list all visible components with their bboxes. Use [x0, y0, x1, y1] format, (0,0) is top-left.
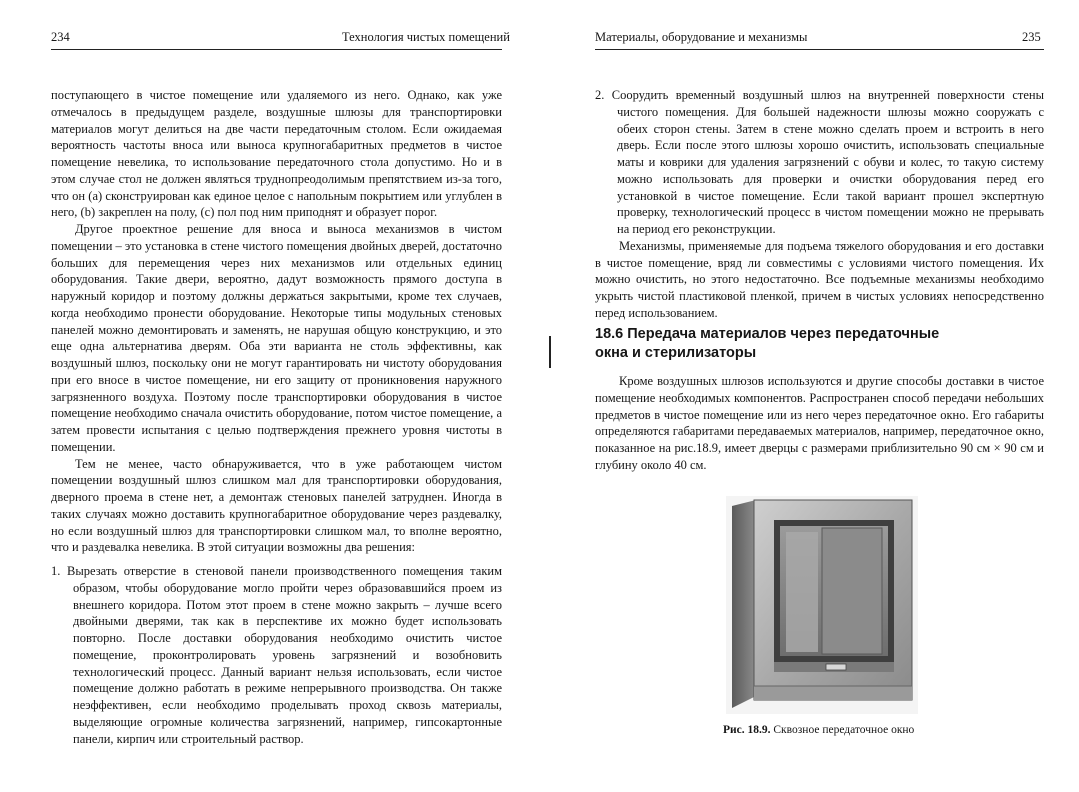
running-header: Материалы, оборудование и механизмы — [595, 30, 808, 44]
list-item: 1. Вырезать отверстие в стеновой панели производственного помещения таким образом, чтобы оборудование могло пройти через образовавшийся проем из внешнего коридора. Потом этот проем в стене можно закрыть – лучше всего двойными дверями, так как в перспективе их можно будет использовать повторно. После доставки оборудования необходимо очистить чистое помещение, проконтролировать уровень загрязнений и возобновить технологический процесс. Данный вариант нельзя использовать, если чистое помещение должно работать в режиме непрерывного производства. Он также неэффективен, если необходимо проделывать проход сквозь материалы, выделяющие огромные количества загрязнений, например, гипсокартонные панели, кирпич или строительный раствор. — [51, 564, 502, 746]
header-rule — [51, 49, 502, 50]
figure-caption-label: Рис. 18.9. — [723, 724, 771, 736]
paragraph: Механизмы, применяемые для подъема тяжелого оборудования и его доставки в чистое помещение, вряд ли совместимы с условиями чистого помещения. Их можно очистить, но этого недостаточно. Все подъемные механизмы необходимо укрыть чистой пластиковой пленкой, причем в чистых условиях непосредственно перед использованием. — [595, 238, 1044, 320]
paragraph: Тем не менее, часто обнаруживается, что в уже работающем чистом помещении воздушный шлюз слишком мал для транспортировки оборудования, дверного проема в стене нет, а демонтаж стеновых панелей затруднен. Иногда в таких случаях можно доставить крупногабаритное оборудование через раздевалку, но если воздушный шлюз для транспортировки слишком мал, то вполне вероятно, что и раздевалка невелика. В этой ситуации возможны два решения: — [51, 456, 502, 555]
section-heading-line: окна и стерилизаторы — [595, 345, 757, 361]
paragraph: Другое проектное решение для вноса и выноса механизмов в чистом помещении – это установка в стене чистого помещения двойных дверей, достаточно больших для перемещения через них механизмов или отдельных единиц оборудования. Такие двери, вероятно, дадут возможность прямого доступа в наружный коридор и поэтому должны держаться закрытыми, кроме тех случаев, когда необходимо пронести оборудование. Некоторые типы модульных стеновых панелей можно демонтировать и заменять, не нарушая общую конструкцию, и это еще одна альтернатива дверям. Оба эти варианта не столь эффективны, как воздушный шлюз, поскольку они не могут гарантировать ни чистоту оборудования при его вносе в чистое помещение, ни его защиту от проникновения наружного загрязненного воздуха. Поэтому после транспортировки оборудования в чистое помещение необходимо сначала очистить оборудование, потом чистое помещение, а затем провести испытания с целью подтверждения прежнего уровня чистоты в помещении. — [51, 222, 502, 454]
header-rule — [595, 49, 1044, 50]
figure-caption — [723, 724, 914, 736]
list-item: 2. Соорудить временный воздушный шлюз на внутренней поверхности стены чистого помещения. Для большей надежности шлюзы можно сооружать с обеих сторон стены. Затем в стене можно сделать проем и встроить в него дверь. Если после этого шлюзы хорошо очистить, использовать специальные маты и коврики для удаления загрязнений с обуви и колес, то такую систему можно использовать для проверки и очистки оборудования перед его установкой в чистое помещение. Если такой вариант прошел экспертную проверку, технологический процесс в чистом помещении можно не прерывать на период его реконструкции. — [595, 88, 1044, 236]
section-heading-line: 18.6 Передача материалов через передаточные — [595, 326, 940, 342]
paragraph: поступающего в чистое помещение или удаляемого из него. Однако, как уже отмечалось в предыдущем разделе, воздушные шлюзы для транспортировки материалов могут делиться на две части передаточным столом. Если ожидаемая вероятность частоты вноса или выноса крупногабаритных предметов в чистое помещение невелика, то использование передаточного стола допустимо. Но и в этом случае стол не должен являться труднопреодолимым препятствием из-за того, что он (a) сконструирован как единое целое с напольным покрытием или углублен в него, (b) закреплен на полу, (c) пол под ним приподнят и образует порог. — [51, 88, 502, 220]
left-list — [51, 563, 502, 747]
pass-through-window-photo — [726, 496, 918, 714]
figure-caption-text: Сквозное передаточное окно — [773, 724, 915, 736]
section-body-text — [595, 373, 1044, 474]
right-body-text — [595, 87, 1044, 322]
section-heading — [595, 325, 1044, 363]
left-body-text — [51, 87, 502, 556]
page-number: 235 — [1022, 30, 1041, 44]
page-number: 234 — [51, 30, 70, 44]
paragraph: Кроме воздушных шлюзов используются и другие способы доставки в чистое помещение необходимых компонентов. Распространен способ передачи небольших предметов в чистое помещение или из него через передаточное окно. Его габариты определяются габаритами передаваемых материалов, например, передаточное окно, показанное на рис.18.9, имеет дверцы с размерами приблизительно 90 см × 90 см и глубину около 40 см. — [595, 374, 1044, 472]
right-page — [540, 0, 1079, 792]
running-header: Технология чистых помещений — [342, 30, 510, 44]
